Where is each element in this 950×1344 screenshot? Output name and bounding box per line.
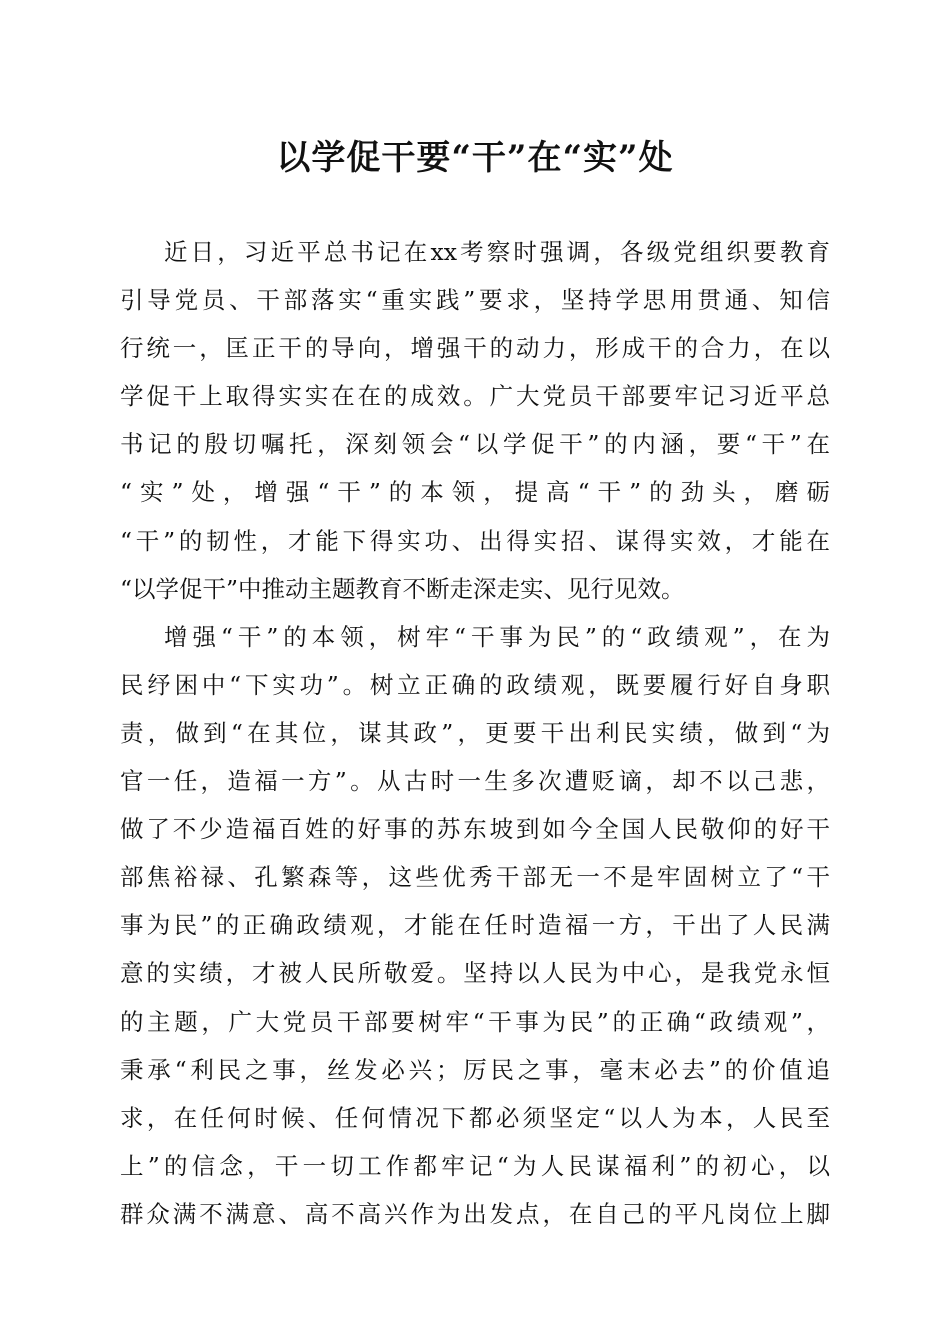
- paragraph-1-line-7: “干”的韧性，才能下得实功、出得实招、谋得实效，才能在: [120, 526, 830, 555]
- paragraph-2-line-5: 做了不少造福百姓的好事的苏东坡到如今全国人民敬仰的好干: [120, 815, 830, 844]
- paragraph-2-line-9: 的主题，广大党员干部要树牢“干事为民”的正确“政绩观”，: [120, 1007, 830, 1036]
- paragraph-1-line-1: 近日，习近平总书记在xx考察时强调，各级党组织要教育: [164, 238, 830, 266]
- paragraph-2-line-1: 增强“干”的本领，树牢“干事为民”的“政绩观”，在为: [164, 622, 830, 651]
- paragraph-2-line-3: 责，做到“在其位，谋其政”，更要干出利民实绩，做到“为: [120, 718, 830, 747]
- paragraph-1-line-8: “以学促干”中推动主题教育不断走深走实、见行见效。: [120, 574, 685, 603]
- paragraph-2-line-12: 上”的信念，干一切工作都牢记“为人民谋福利”的初心，以: [120, 1151, 830, 1180]
- paragraph-2-line-6: 部焦裕禄、孔繁森等，这些优秀干部无一不是牢固树立了“干: [120, 863, 830, 892]
- paragraph-2-line-11: 求，在任何时候、任何情况下都必须坚定“以人为本，人民至: [120, 1103, 830, 1132]
- document-title: 以学促干要“干”在“实”处: [276, 138, 674, 178]
- paragraph-2-line-10: 秉承“利民之事，丝发必兴；厉民之事，毫末必去”的价值追: [120, 1055, 830, 1084]
- paragraph-2-line-4: 官一任，造福一方”。从古时一生多次遭贬谪，却不以己悲，: [120, 767, 830, 796]
- paragraph-2-line-8: 意的实绩，才被人民所敬爱。坚持以人民为中心，是我党永恒: [120, 959, 830, 988]
- paragraph-1-line-6: “实”处，增强“干”的本领，提高“干”的劲头，磨砺: [120, 478, 830, 507]
- paragraph-1-line-5: 书记的殷切嘱托，深刻领会“以学促干”的内涵，要“干”在: [120, 430, 830, 459]
- paragraph-2-line-2: 民纾困中“下实功”。树立正确的政绩观，既要履行好自身职: [120, 670, 830, 699]
- paragraph-2-line-7: 事为民”的正确政绩观，才能在任时造福一方，干出了人民满: [120, 911, 830, 940]
- paragraph-1-line-4: 学促干上取得实实在在的成效。广大党员干部要牢记习近平总: [120, 382, 830, 411]
- paragraph-2-line-13: 群众满不满意、高不高兴作为出发点，在自己的平凡岗位上脚: [120, 1199, 830, 1228]
- paragraph-1-line-2: 引导党员、干部落实“重实践”要求，坚持学思用贯通、知信: [120, 286, 830, 315]
- document-body: [120, 228, 830, 1238]
- paragraph-1-line-3: 行统一，匡正干的导向，增强干的动力，形成干的合力，在以: [120, 334, 830, 363]
